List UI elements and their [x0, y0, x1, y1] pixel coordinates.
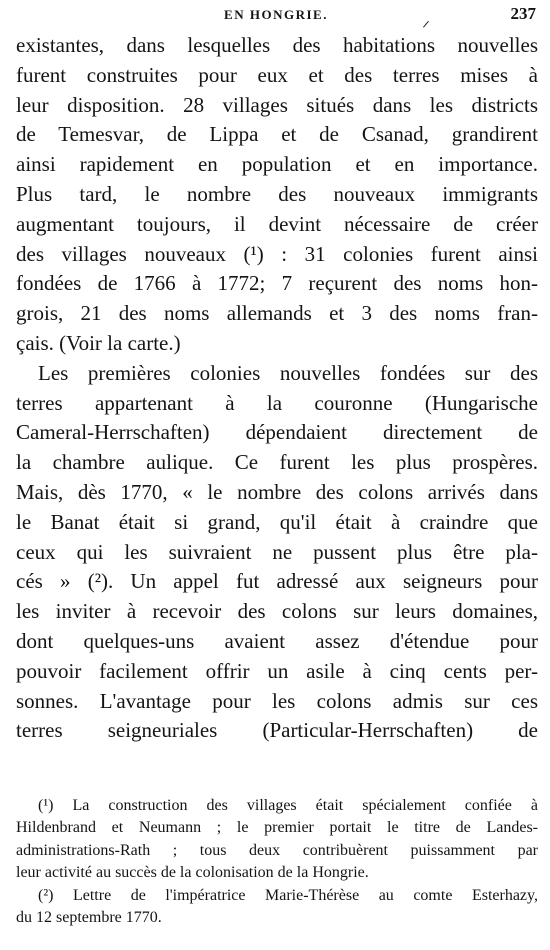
- footnote-line: du 12 septembre 1770.: [16, 908, 162, 926]
- body-line: fondées de 1766 à 1772; 7 reçurent des noms hon-: [16, 271, 538, 296]
- body-line: existantes, dans lesquelles des habitations nouvelles: [16, 33, 538, 57]
- body-line: Cameral-Herrschaften) dépendaient directement de: [16, 420, 538, 445]
- body-text: [16, 31, 538, 746]
- footnotes: [16, 795, 538, 929]
- body-line: dont quelques-uns avaient assez d'étendue pour: [16, 628, 538, 653]
- body-line: terres appartenant à la couronne (Hungarische: [16, 390, 538, 415]
- running-title: EN HONGRIE.: [224, 7, 328, 22]
- body-line: grois, 21 des noms allemands et 3 des noms fran-: [16, 301, 538, 326]
- footnote-line: (¹) La construction des villages était spécialement confiée à: [38, 797, 538, 814]
- body-line: des villages nouveaux (¹) : 31 colonies furent ainsi: [16, 241, 538, 266]
- body-line: terres seigneuriales (Particular-Herrschaften) de: [16, 718, 538, 743]
- body-line: augmentant toujours, il devint nécessaire de créer: [16, 211, 538, 236]
- body-line: ainsi rapidement en population et en importance.: [16, 152, 538, 177]
- body-line: les inviter à recevoir des colons sur leurs domaines,: [16, 599, 538, 624]
- body-line: pouvoir facilement offrir un asile à cinq cents per-: [16, 658, 538, 683]
- footnote-line: leur activité au succès de la colonisation de la Hongrie.: [16, 864, 369, 882]
- body-line: çais. (Voir la carte.): [16, 330, 181, 355]
- body-line: le Banat était si grand, qu'il était à craindre que: [16, 509, 538, 534]
- footnote-line: Hildenbrand et Neumann ; le premier portait le titre de Landes-: [16, 819, 538, 837]
- footnote-line: administrations-Rath ; tous deux contribuèrent puissamment par: [16, 841, 538, 859]
- body-line: cés » (²). Un appel fut adressé aux seigneurs pour: [16, 569, 538, 594]
- page-number: 237: [510, 4, 536, 23]
- body-line: de Temesvar, de Lippa et de Csanad, grandirent: [16, 122, 538, 147]
- body-line: sonnes. L'avantage pour les colons admis sur ces: [16, 688, 538, 713]
- body-line: Plus tard, le nombre des nouveaux immigrants: [16, 181, 538, 206]
- body-line: Les premières colonies nouvelles fondées sur des: [38, 360, 538, 385]
- body-line: leur disposition. 28 villages situés dans les districts: [16, 92, 538, 117]
- body-line: Mais, dès 1770, « le nombre des colons arrivés dans: [16, 479, 538, 504]
- footnote-line: (²) Lettre de l'impératrice Marie-Thérèse au comte Esterhazy,: [38, 886, 538, 904]
- body-line: ceux qui les suivraient ne pussent plus être pla-: [16, 539, 538, 564]
- body-line: furent construites pour eux et des terres mises à: [16, 62, 538, 87]
- body-line: la chambre aulique. Ce furent les plus prospères.: [16, 450, 538, 475]
- running-head: [16, 4, 536, 28]
